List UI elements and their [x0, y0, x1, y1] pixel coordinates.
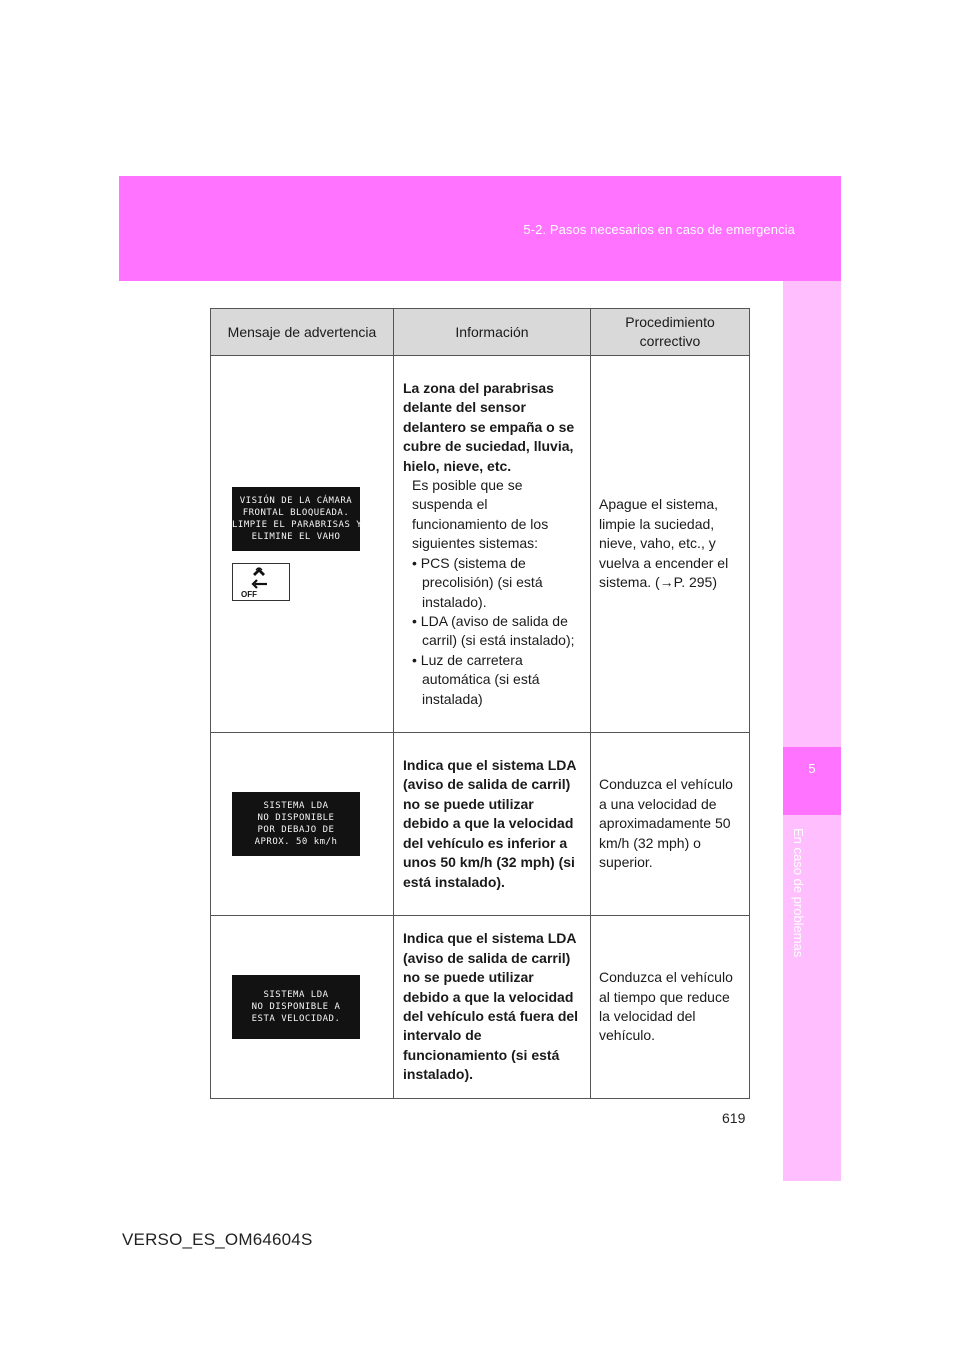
procedure-text: Conduzca el vehículo a una velocidad de aproximadamente 50 km/h (32 mph) o superior. — [599, 776, 733, 871]
document-code: VERSO_ES_OM64604S — [122, 1230, 313, 1249]
table-row — [211, 733, 750, 916]
display-line: ESTA VELOCIDAD. — [251, 1014, 341, 1024]
lda-off-icon — [232, 563, 290, 601]
list-item: • LDA (aviso de salida de carril) (si está instalado); — [412, 612, 575, 649]
header-information: Información — [394, 309, 591, 356]
info-bold-text: Indica que el sistema LDA (aviso de salida de carril) no se puede utilizar debido a que la velocidad del vehículo es inferior a unos 50 km/h (32 mph) (si está instalado). — [403, 757, 576, 890]
header-band — [119, 176, 841, 281]
display-line: FRONTAL BLOQUEADA. — [242, 508, 350, 518]
warning-table — [210, 308, 750, 1099]
side-strip — [783, 281, 841, 1181]
display-message-lda-low-speed — [232, 792, 360, 856]
table-row — [211, 916, 750, 1099]
info-cell — [394, 356, 591, 733]
display-message-lda-speed-range — [232, 975, 360, 1039]
info-bold-text: La zona del parabrisas delante del sensor delantero se empaña o se cubre de suciedad, lluvia, hielo, nieve, etc. — [403, 380, 575, 474]
display-line: ELIMINE EL VAHO — [251, 532, 341, 542]
message-cell — [211, 733, 394, 916]
info-cell — [394, 916, 591, 1099]
procedure-cell — [591, 356, 750, 733]
display-line: LIMPIE EL PARABRISAS Y — [232, 520, 363, 530]
header-procedure: Procedimiento correctivo — [591, 309, 750, 356]
display-line: NO DISPONIBLE A — [251, 1002, 341, 1012]
list-item: • PCS (sistema de precolisión) (si está instalado). — [412, 554, 543, 610]
procedure-text: Apague el sistema, limpie la suciedad, nieve, vaho, etc., y vuelva a encender el sistema. (→P. 295) — [599, 496, 729, 591]
table-row — [211, 356, 750, 733]
display-line: VISIÓN DE LA CÁMARA — [239, 496, 353, 506]
chapter-number-tab: 5 — [783, 747, 841, 815]
info-text: Es posible que se suspenda el funcionamiento de los siguientes sistemas: — [412, 477, 549, 552]
lda-off-icon-text: OFF — [241, 590, 257, 599]
message-cell — [211, 916, 394, 1099]
display-line: SISTEMA LDA — [263, 801, 329, 811]
display-line: POR DEBAJO DE — [257, 825, 335, 835]
display-line: SISTEMA LDA — [263, 990, 329, 1000]
procedure-text: Conduzca el vehículo al tiempo que reduce la velocidad del vehículo. — [599, 969, 733, 1044]
procedure-cell — [591, 916, 750, 1099]
table-header-row — [211, 309, 750, 356]
page-number: 619 — [722, 1110, 746, 1126]
display-message-camera-blocked — [232, 487, 363, 551]
info-bold-text: Indica que el sistema LDA (aviso de salida de carril) no se puede utilizar debido a que la velocidad del vehículo está fuera del intervalo de funcionamiento (si está instalado). — [403, 930, 579, 1083]
section-title: 5-2. Pasos necesarios en caso de emergencia — [523, 222, 795, 237]
info-cell — [394, 733, 591, 916]
message-cell — [211, 356, 394, 733]
chapter-label: En caso de problemas — [791, 828, 806, 958]
display-line: APROX. 50 km/h — [254, 837, 338, 847]
header-warning-message: Mensaje de advertencia — [211, 309, 394, 356]
list-item: • Luz de carretera automática (si está instalada) — [412, 651, 540, 707]
procedure-cell — [591, 733, 750, 916]
display-line: NO DISPONIBLE — [257, 813, 335, 823]
